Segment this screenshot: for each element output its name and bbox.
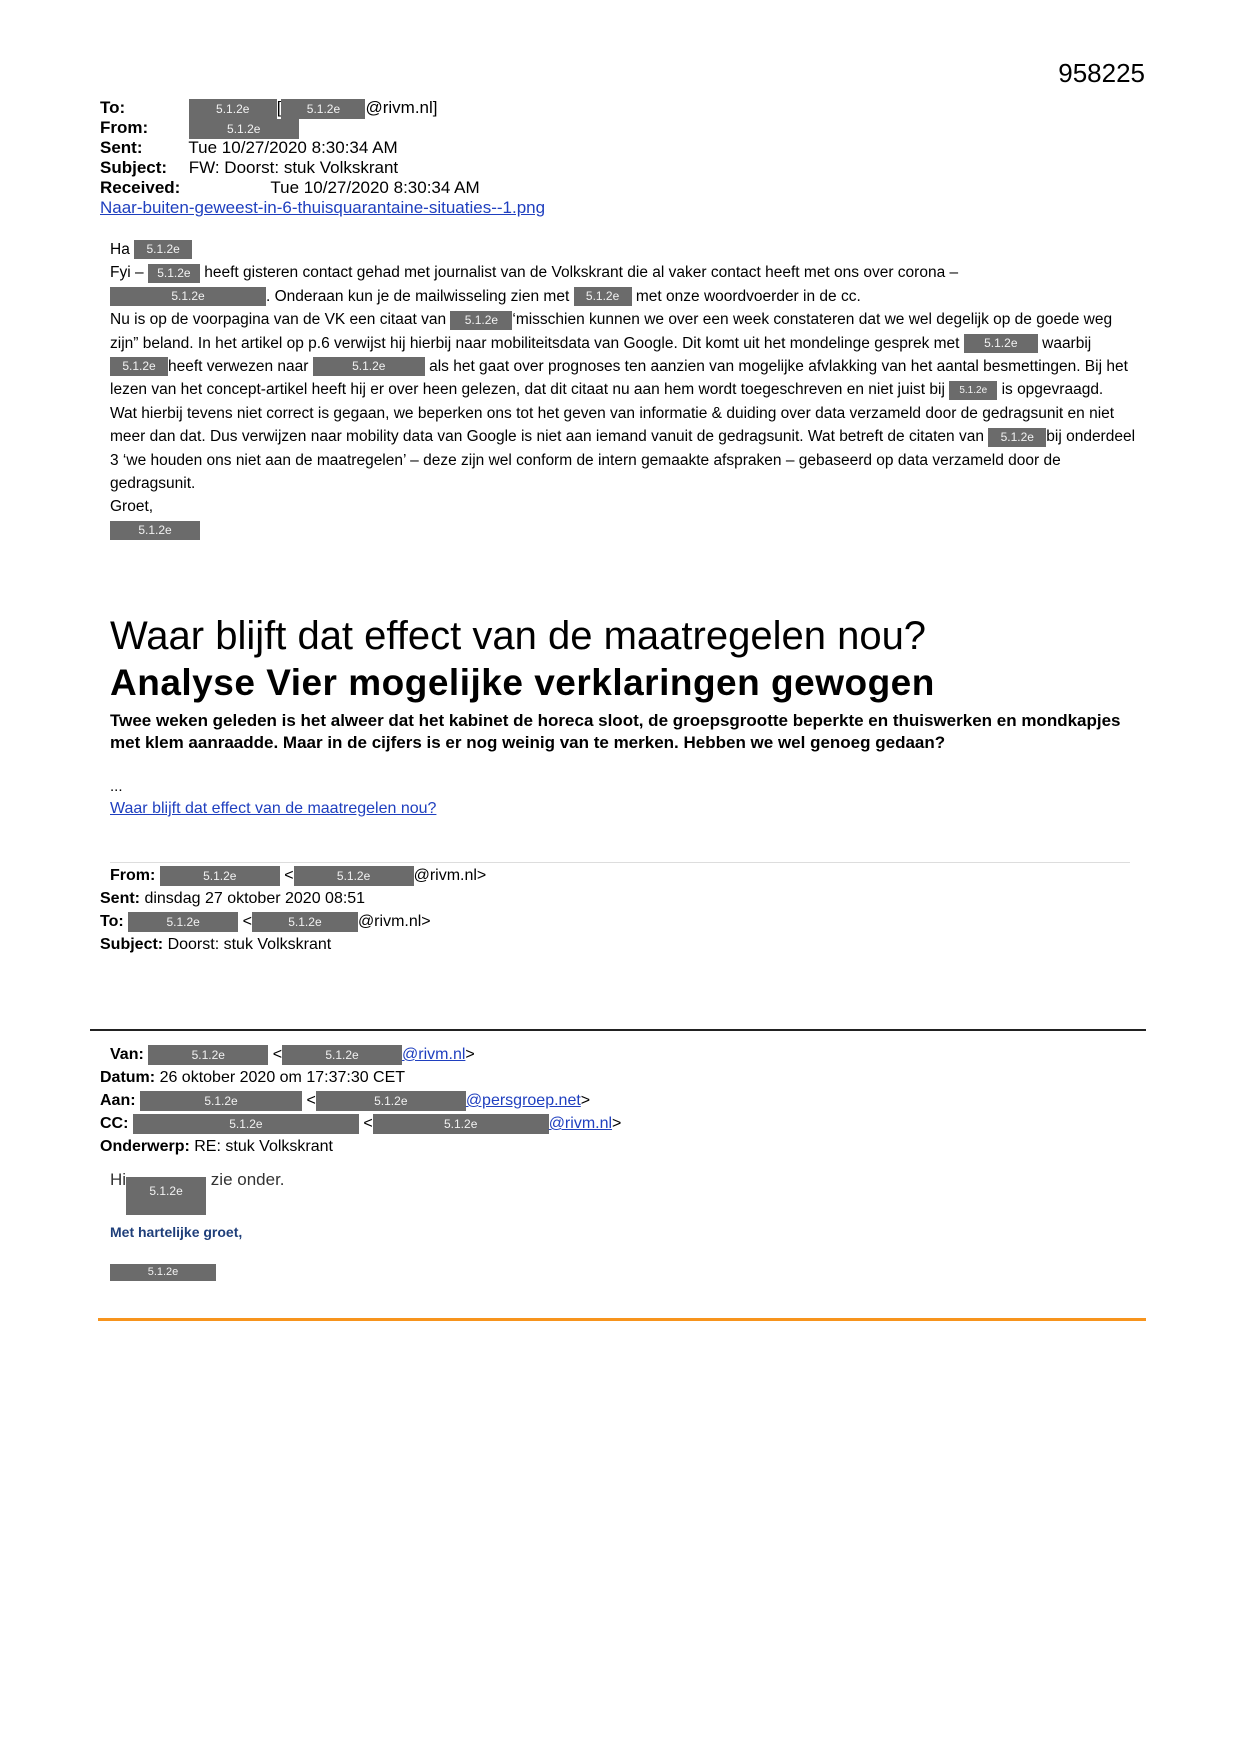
redaction: 5.1.2e [110, 357, 168, 376]
van-email-link[interactable]: @rivm.nl [402, 1046, 466, 1063]
van-label: Van: [110, 1046, 144, 1063]
text: Fyi – [110, 264, 144, 282]
text: is opgevraagd. [1001, 381, 1104, 399]
paragraph-3 [110, 402, 1140, 496]
sent-row [100, 138, 545, 158]
fwd-from-row: From: 5.1.2e < 5.1.2e @rivm.nl> [110, 867, 487, 884]
ellipsis: ... [110, 778, 123, 795]
fwd-to-suffix: @rivm.nl> [357, 913, 431, 930]
to-suffix: @rivm.nl] [365, 98, 438, 117]
redaction: 5.1.2e [110, 287, 266, 306]
onderwerp-value: RE: stuk Volkskrant [194, 1138, 333, 1155]
text: ‘misschien kunnen we over een week constateren dat we wel degelijk op de goede weg zijn” beland. In het artikel op p.6 verwijst hij hierbij naar mobiliteitsdata van Google. Dit komt uit het mondelinge gesprek met [110, 311, 1113, 352]
fwd-subject-value: Doorst: stuk Volkskrant [167, 936, 332, 953]
fwd-sent-value: dinsdag 27 oktober 2020 08:51 [144, 890, 366, 907]
text: heeft gisteren contact gehad met journalist van de Volkskrant die al vaker contact heeft met ons over corona – [204, 264, 959, 282]
divider [90, 1029, 1146, 1031]
from-label: From: [100, 118, 149, 137]
redaction: 5.1.2e [189, 99, 277, 119]
fwd-to-row: To: 5.1.2e < 5.1.2e @rivm.nl> [100, 913, 431, 930]
redaction: 5.1.2e [148, 1045, 268, 1065]
redaction: 5.1.2e [964, 334, 1038, 353]
onderwerp-label: Onderwerp: [100, 1138, 190, 1155]
subject-label: Subject: [100, 158, 168, 177]
redaction: 5.1.2e [110, 1264, 216, 1281]
cc-email-link[interactable]: @rivm.nl [548, 1115, 613, 1132]
redaction: 5.1.2e [128, 912, 238, 932]
aan-email-link[interactable]: @persgroep.net [465, 1092, 581, 1109]
attachment-row [100, 198, 545, 218]
onderwerp-row [100, 1135, 621, 1158]
cc-label: CC: [100, 1115, 129, 1132]
reply-greeting [110, 1170, 285, 1215]
reply-closing: Met hartelijke groet, [110, 1224, 243, 1240]
redaction: 5.1.2e [282, 1045, 402, 1065]
paragraph-2 [110, 308, 1140, 402]
fwd-sent-row [100, 887, 486, 910]
van-row: Van: 5.1.2e < 5.1.2e @rivm.nl> [110, 1046, 475, 1063]
redaction: 5.1.2e [252, 912, 358, 932]
signature-divider [98, 1318, 1146, 1321]
sent-value: Tue 10/27/2020 8:30:34 AM [188, 138, 398, 157]
text: heeft verwezen naar [168, 358, 309, 376]
redaction: 5.1.2e [110, 521, 200, 540]
received-value: Tue 10/27/2020 8:30:34 AM [270, 178, 480, 197]
fwd-subject-row [100, 933, 486, 956]
salutation [110, 238, 1140, 261]
fwd-from-label: From: [110, 867, 156, 884]
redaction: 5.1.2e [294, 866, 414, 886]
datum-row [100, 1066, 621, 1089]
text: waarbij [1042, 334, 1092, 352]
signature [110, 519, 1140, 542]
article-title: Waar blijft dat effect van de maatregelen nou? [110, 614, 927, 658]
redaction: 5.1.2e [126, 1177, 206, 1215]
redaction: 5.1.2e [316, 1091, 466, 1111]
datum-label: Datum: [100, 1069, 156, 1086]
forward-header [100, 864, 486, 956]
original-header [100, 1043, 621, 1158]
redaction: 5.1.2e [574, 287, 632, 306]
aan-label: Aan: [100, 1092, 136, 1109]
fwd-sent-label: Sent: [100, 890, 140, 907]
text: met onze woordvoerder in de cc. [635, 287, 861, 305]
redaction: 5.1.2e [189, 119, 299, 139]
datum-value: 26 oktober 2020 om 17:37:30 CET [159, 1069, 406, 1086]
closing: Groet, [110, 498, 154, 516]
received-label: Received: [100, 178, 181, 197]
redaction: 5.1.2e [134, 240, 192, 259]
cc-row: CC: 5.1.2e < 5.1.2e @rivm.nl> [100, 1115, 622, 1132]
redaction: 5.1.2e [133, 1114, 359, 1134]
email-header [100, 98, 545, 218]
hi-text: Hi [110, 1170, 127, 1189]
zie-text: zie onder. [210, 1170, 285, 1189]
text: Wat hierbij tevens niet correct is gegaan, we beperken ons tot het geven van informatie & duiding over data verzameld door de gedragsunit en niet meer dan dat. Dus verwijzen naar mobility data van Google is niet aan iemand vanuit de gedragsunit. Wat betreft de citaten van [110, 404, 1115, 446]
text: . Onderaan kun je de mailwisseling zien met [266, 287, 570, 305]
received-row [100, 178, 545, 198]
from-row [100, 118, 545, 138]
sent-label: Sent: [100, 138, 143, 157]
to-row: To: 5.1.2e [ 5.1.2e @rivm.nl] [100, 98, 438, 117]
attachment-link[interactable]: Naar-buiten-geweest-in-6-thuisquarantaine-situaties--1.png [100, 198, 546, 217]
article-link[interactable]: Waar blijft dat effect van de maatregelen nou? [110, 800, 437, 817]
text: bij onderdeel 3 ‘we houden ons niet aan de maatregelen’ – deze zijn wel conform de intern gemaakte afspraken – gebaseerd op data verzameld door de gedragsunit. [110, 428, 1136, 493]
divider [110, 862, 1130, 863]
redaction: 5.1.2e [148, 264, 200, 283]
redaction: 5.1.2e [160, 866, 280, 886]
subject-row [100, 158, 545, 178]
article-lead: Twee weken geleden is het alweer dat het kabinet de horeca sloot, de groepsgrootte beperkte en thuiswerken en mondkapjes met klem aanraadde. Maar in de cijfers is er nog weinig van te merken. Hebben we wel genoeg gedaan? [110, 711, 1121, 752]
article-subtitle: Analyse Vier mogelijke verklaringen gewogen [110, 662, 935, 703]
redaction: 5.1.2e [281, 99, 365, 119]
redaction: 5.1.2e [949, 381, 997, 400]
fwd-subject-label: Subject: [100, 936, 164, 953]
redaction: 5.1.2e [313, 357, 425, 376]
redaction: 5.1.2e [373, 1114, 549, 1134]
redaction: 5.1.2e [450, 311, 512, 330]
fwd-from-suffix: @rivm.nl> [413, 867, 487, 884]
subject-value: FW: Doorst: stuk Volkskrant [188, 158, 399, 177]
document-id: 958225 [1058, 58, 1145, 88]
redaction: 5.1.2e [140, 1091, 302, 1111]
salutation-text: Ha [110, 241, 130, 258]
to-label: To: [100, 98, 126, 117]
text: Nu is op de voorpagina van de VK een citaat van [110, 311, 447, 329]
aan-row: Aan: 5.1.2e < 5.1.2e @persgroep.net> [100, 1092, 591, 1109]
reply-signature [110, 1264, 216, 1282]
email-body [110, 238, 1140, 542]
text: als het gaat over prognoses ten aanzien van mogelijke afvlakking van het aantal besmettingen. Bij het lezen van het concept-artikel heeft hij er over heen gelezen, dat dit citaat nu aan hem wordt toegeschreven en niet juist bij [110, 358, 1128, 399]
redaction: 5.1.2e [988, 428, 1046, 447]
fwd-to-label: To: [100, 913, 124, 930]
paragraph-1 [110, 261, 1140, 308]
